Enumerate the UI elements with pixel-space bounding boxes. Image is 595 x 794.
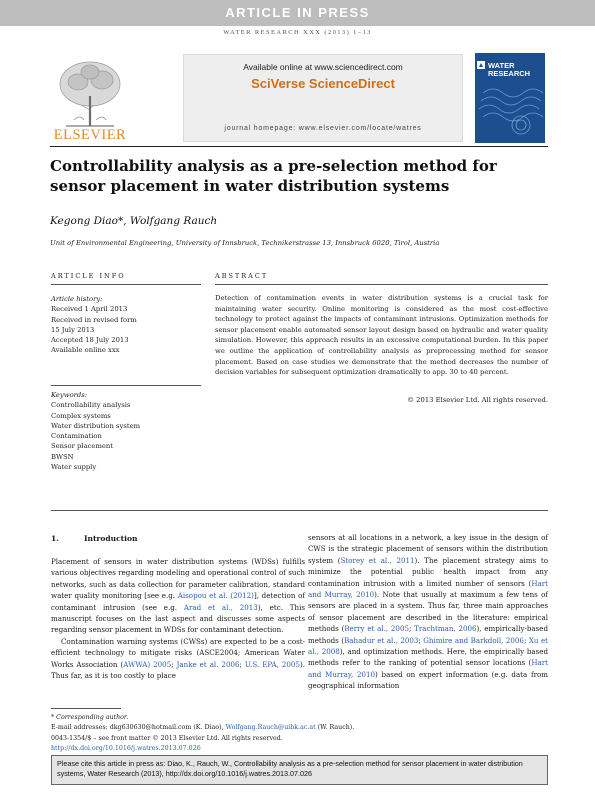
header-rule: [50, 146, 548, 147]
sciverse-logo-text: SciVerse ScienceDirect: [251, 76, 395, 91]
footnote: [51, 713, 551, 755]
article-history: [51, 294, 137, 356]
keyword-item: Contamination: [51, 432, 102, 441]
citation-notice-box: Please cite this article in press as: Diao, K., Rauch, W., Controllability analysis as a pre-selection method for sensor placement in water distribution systems, Water Research (2013), http://dx.doi.org/10.1016/j.watres.2013.07.026: [51, 755, 548, 785]
body-column-right: [308, 532, 548, 692]
article-history-label: Article history:: [51, 295, 103, 303]
citation-link[interactable]: U.S. EPA, 2005: [244, 659, 300, 669]
history-item: Received in revised form: [51, 315, 137, 324]
doi-link[interactable]: http://dx.doi.org/10.1016/j.watres.2013.07.026: [51, 745, 201, 753]
citation-link[interactable]: Berry et al., 2005: [344, 624, 409, 634]
history-item: Accepted 18 July 2013: [51, 336, 129, 345]
citation-link[interactable]: Aisopou et al. (2012): [177, 591, 254, 601]
journal-cover-thumbnail: [475, 53, 545, 143]
citation-link[interactable]: Hart and Murray, 2010: [308, 578, 548, 600]
history-item: 15 July 2013: [51, 325, 95, 334]
paragraph: sensors at all locations in a network, a key issue in the design of CWS is the strategic placement of sensors within the distribution system (Storey et al., 2011). The placement strategy aims to minimize the potential public health impact from any contamination intrusion with a limited number of sensors (Hart and Murray, 2010). Note that usually at maximum a few tens of sensors are placed in a system. Thus far, three main approaches of sensor placement are described in the literature: empirical methods (Berry et al., 2005; Trachtman, 2006), empirically-based methods (Bahadur et al., 2003; Ghimire and Barkdoll, 2006; Xu et al., 2008), and optimization methods. Here, the empirically based methods refer to the ranking of potential sensor locations (Hart and Murray, 2010) based on expert information (e.g. data from geographical information: [308, 533, 549, 691]
journal-running-head: WATER RESEARCH XXX (2013) 1–13: [223, 29, 372, 36]
front-matter-rule: [51, 510, 548, 511]
article-info-heading: ARTICLE INFO: [51, 272, 126, 280]
keyword-item: BWSN: [51, 452, 74, 461]
article-in-press-banner: ARTICLE IN PRESS: [0, 0, 595, 26]
history-item: Received 1 April 2013: [51, 305, 128, 314]
citation-link[interactable]: Hart and Murray, 2010: [308, 658, 548, 679]
keywords-rule: [51, 385, 201, 386]
keyword-item: Complex systems: [51, 411, 111, 420]
keyword-item: Sensor placement: [51, 442, 114, 451]
copyright-notice: © 2013 Elsevier Ltd. All rights reserved.: [407, 396, 548, 404]
citation-link[interactable]: Arad et al., 2013: [183, 602, 258, 612]
available-online-text: Available online at www.sciencedirect.com: [243, 62, 403, 72]
keyword-item: Water supply: [51, 463, 97, 472]
section-heading-introduction: [51, 534, 137, 543]
elsevier-wordmark: ELSEVIER: [53, 127, 127, 143]
corresponding-author-note: * Corresponding author.: [51, 714, 129, 721]
keyword-item: Controllability analysis: [51, 401, 131, 410]
citation-link[interactable]: Ghimire and Barkdoll, 2006: [423, 635, 524, 645]
citation-link[interactable]: Janke et al. 2006: [176, 659, 240, 669]
affiliation: Unit of Environmental Engineering, University of Innsbruck, Technikerstrasse 13, Innsbruck 6020, Tirol, Austria: [50, 239, 440, 247]
paragraph: Placement of sensors in water distribution systems (WDSs) fulfills various objectives regarding modeling and operational control of such networks, such as data collection for parameter calibration, standard water quality monitoring [see e.g. Aisopou et al. (2012)], detection of contaminant intrusion (see e.g. Arad et al., 2013), etc. This manuscript focuses on the last aspect and discusses some aspects regarding sensor placement in WDSs for contaminant detection.: [51, 557, 305, 635]
journal-header-box: [183, 54, 463, 142]
citation-link[interactable]: Bahadur et al., 2003: [344, 635, 419, 645]
cover-title: WATER RESEARCH: [488, 61, 531, 78]
authors: Kegong Diao*, Wolfgang Rauch: [50, 215, 218, 227]
abstract-rule: [215, 284, 548, 285]
citation-link[interactable]: Xu et al., 2008: [308, 635, 548, 657]
citation-link[interactable]: Trachtman, 2006: [414, 624, 477, 634]
email-addresses: E-mail addresses: dkg630630@hotmail.com (K. Diao), Wolfgang.Rauch@uibk.ac.at (W. Rauch).: [51, 724, 355, 732]
body-column-left: [51, 556, 305, 681]
citation-link[interactable]: AWWA) 2005: [123, 659, 172, 669]
abstract-text: Detection of contamination events in water distribution systems is a crucial task for maintaining water security. Online monitoring is considered as the most cost-effective technology to protect against the impacts of contaminant intrusions. Optimization methods for sensor placement enable automated sensor layout design based on hydraulic and water quality simulation. However, this approach results in an excessive computational burden. In this paper we outline the application of controllability analysis as preprocessing method for sensor placement. Based on case studies we demonstrate that the method decreases the number of decision variables for subsequent optimization dramatically to app. 30 to 40 percent.: [215, 294, 548, 377]
history-item: Available online xxx: [51, 346, 120, 355]
keywords: [51, 390, 140, 472]
keyword-item: Water distribution system: [51, 421, 141, 430]
footnote-rule: [51, 708, 121, 709]
issn-line: 0043-1354/$ – see front matter © 2013 Elsevier Ltd. All rights reserved.: [51, 734, 283, 742]
journal-homepage-link[interactable]: journal homepage: www.elsevier.com/locate/watres: [224, 125, 422, 132]
section-number: 1.: [51, 534, 59, 543]
section-title: Introduction: [84, 534, 138, 543]
article-info-rule: [51, 284, 201, 285]
abstract-heading: ABSTRACT: [215, 272, 269, 280]
paragraph: Contamination warning systems (CWSs) are expected to be a cost-efficient technology to mitigate risks (ASCE2004; American Water Works Association (AWWA) 2005; Janke et al. 2006; U.S. EPA, 2005). Thus far, as it is too costly to place: [51, 636, 305, 681]
article-title: Controllability analysis as a pre-selection method for sensor placement in water distribution systems: [50, 157, 497, 195]
keywords-label: Keywords:: [51, 391, 88, 399]
citation-link[interactable]: Storey et al., 2011: [340, 555, 415, 565]
email-link[interactable]: Wolfgang.Rauch@uibk.ac.at: [225, 724, 316, 732]
